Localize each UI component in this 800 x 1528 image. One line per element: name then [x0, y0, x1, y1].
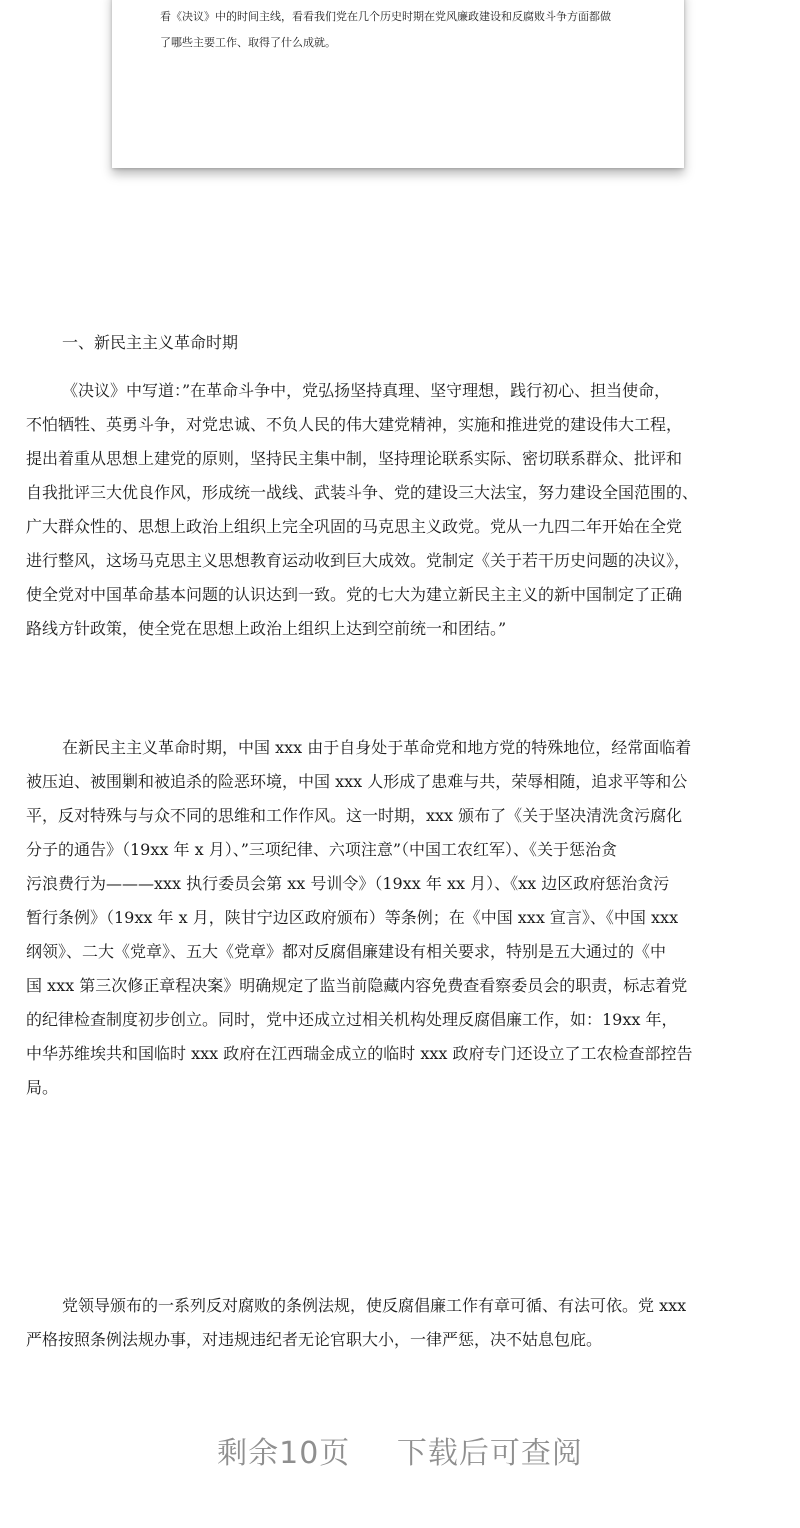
paragraph-line: 《决议》中写道：”在革命斗争中，党弘扬坚持真理、坚守理想，践行初心、担当使命，: [62, 381, 671, 400]
paragraph-line: 自我批评三大优良作风，形成统一战线、武装斗争、党的建设三大法宝，努力建设全国范围的、: [26, 483, 699, 502]
paragraph-line: 在新民主主义革命时期，中国 xxx 由于自身处于革命党和地方党的特殊地位，经常面临着: [62, 738, 692, 757]
paragraph-line: 不怕牺牲、英勇斗争，对党忠诚、不负人民的伟大建党精神，实施和推进党的建设伟大工程，: [26, 415, 683, 434]
paragraph-line: 的纪律检查制度初步创立。同时，党中还成立过相关机构处理反腐倡廉工作，如：19xx 年，: [26, 1010, 678, 1029]
paragraph-regulations: [26, 1289, 776, 1357]
paragraph-line: 暂行条例》（19xx 年 x 月，陕甘宁边区政府颁布）等条例；在《中国 xxx 宣言》、《中国 xxx: [26, 908, 679, 927]
paragraph-line: 进行整风，这场马克思主义思想教育运动收到巨大成效。党制定《关于若干历史问题的决议》，: [26, 551, 691, 570]
preview-text: [160, 4, 660, 56]
paragraph-line: 提出着重从思想上建党的原则，坚持民主集中制，坚持理论联系实际、密切联系群众、批评和: [26, 449, 683, 468]
paragraph-line: 平，反对特殊与与众不同的思维和工作作风。这一时期，xxx 颁布了《关于坚决清洗贪污腐化: [26, 806, 683, 825]
section-heading: 一、新民主主义革命时期: [62, 333, 239, 352]
paragraph-line: 污浪费行为———xxx 执行委员会第 xx 号训令》（19xx 年 xx 月）、《xx 边区政府惩治贪污: [26, 874, 670, 893]
paragraph-revolution-period: [26, 731, 776, 1105]
paragraph-line: 路线方针政策，使全党在思想上政治上组织上达到空前统一和团结。”: [26, 619, 507, 638]
paragraph-resolution-quote: [26, 374, 776, 646]
remaining-pages-text: 剩余10页: [217, 1436, 351, 1471]
paragraph-line: 党领导颁布的一系列反对腐败的条例法规，使反腐倡廉工作有章可循、有法可依。党 xxx: [62, 1296, 687, 1315]
download-prompt-text: 下载后可查阅: [396, 1436, 583, 1471]
paragraph-line: 中华苏维埃共和国临时 xxx 政府在江西瑞金成立的临时 xxx 政府专门还设立了工农检查部控告: [26, 1044, 693, 1063]
paragraph-line: 纲领》、二大《党章》、五大《党章》都对反腐倡廉建设有相关要求，特别是五大通过的《中: [26, 942, 667, 961]
download-to-read-more-banner[interactable]: [0, 1428, 800, 1472]
paragraph-line: 局。: [26, 1078, 59, 1097]
paragraph-line: 广大群众性的、思想上政治上组织上完全巩固的马克思主义政党。党从一九四二年开始在全党: [26, 517, 683, 536]
paragraph-line: 严格按照条例法规办事，对违规违纪者无论官职大小，一律严惩，决不姑息包庇。: [26, 1330, 603, 1349]
paragraph-line: 被压迫、被围剿和被追杀的险恶环境，中国 xxx 人形成了患难与共，荣辱相随，追求平等和公: [26, 772, 688, 791]
preview-page-card: [112, 0, 684, 168]
paragraph-line: 分子的通告》（19xx 年 x 月）、”三项纪律、六项注意”（中国工农红军）、《关于惩治贪: [26, 840, 618, 859]
paragraph-line: 使全党对中国革命基本问题的认识达到一致。党的七大为建立新民主主义的新中国制定了正确: [26, 585, 683, 604]
paragraph-line: 国 xxx 第三次修正章程决案》明确规定了监当前隐藏内容免费查看察委员会的职责，标志着党: [26, 976, 688, 995]
preview-line: 看《决议》中的时间主线，看看我们党在几个历史时期在党风廉政建设和反腐败斗争方面都做: [160, 10, 611, 23]
preview-line: 了哪些主要工作、取得了什么成就。: [160, 36, 336, 49]
